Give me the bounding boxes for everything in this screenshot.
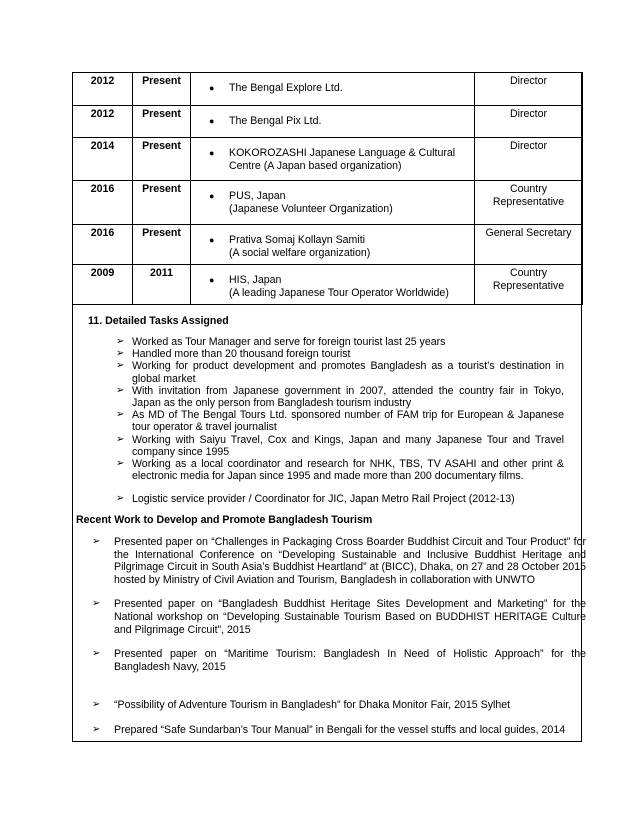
arrow-bullet-icon: ➢ (92, 723, 101, 735)
role-row (73, 73, 583, 106)
organization-line: The Bengal Pix Ltd. (229, 115, 322, 127)
recent-work-item (92, 536, 586, 586)
task-item (116, 458, 564, 482)
organization-line: PUS, Japan (229, 190, 286, 202)
arrow-bullet-icon: ➢ (116, 409, 125, 421)
task-text: As MD of The Bengal Tours Ltd. sponsored number of FAM trip for European & Japanese tour operator & travel journalist (132, 409, 564, 434)
position-line: Country (509, 267, 548, 279)
organization-line: (A leading Japanese Tour Operator Worldwide) (229, 286, 449, 299)
arrow-bullet-icon: ➢ (92, 598, 101, 610)
role-organization (191, 138, 475, 181)
recent-work-text: “Possibility of Adventure Tourism in Bangladesh” for Dhaka Monitor Fair, 2015 Sylhet (114, 699, 511, 712)
organization-line: HIS, Japan (229, 274, 282, 286)
bullet-icon: ● (209, 191, 215, 201)
bullet-icon: ● (209, 235, 215, 245)
position-line: Director (509, 75, 548, 87)
recent-work-item (92, 598, 586, 636)
bullet-icon: ● (209, 116, 215, 126)
task-text: Logistic service provider / Coordinator for JIC, Japan Metro Rail Project (2012-13) (132, 493, 515, 506)
role-row (73, 225, 583, 265)
position-line: Director (509, 140, 548, 152)
arrow-bullet-icon: ➢ (116, 348, 125, 360)
organization-line: Centre (A Japan based organization) (229, 159, 402, 172)
recent-work-item (92, 648, 586, 673)
organization-line: The Bengal Explore Ltd. (229, 82, 343, 94)
organization-line: (Japanese Volunteer Organization) (229, 202, 393, 215)
role-position (475, 265, 583, 305)
role-row (73, 106, 583, 138)
task-text: Working with Saiyu Travel, Cox and Kings, Japan and many Japanese Tour and Travel company since 1995 (132, 433, 564, 458)
arrow-bullet-icon: ➢ (116, 360, 125, 372)
roles-table (72, 72, 583, 305)
position-line: Director (509, 108, 548, 120)
role-position (475, 106, 583, 138)
recent-work-text: Presented paper on “Bangladesh Buddhist Heritage Sites Development and Marketing” for the National workshop on “Developing Sustainable Tourism Based on BUDDHIST HERITAGE Culture and Pilgrimage Circuit”, 2015 (114, 598, 586, 636)
role-from-year: 2014 (73, 138, 133, 181)
role-from-year: 2016 (73, 181, 133, 225)
arrow-bullet-icon: ➢ (116, 384, 125, 396)
bullet-icon: ● (209, 148, 215, 158)
tasks-heading: 11. Detailed Tasks Assigned (88, 315, 229, 327)
position-line: Representative (492, 195, 565, 208)
arrow-bullet-icon: ➢ (92, 648, 101, 660)
arrow-bullet-icon: ➢ (116, 493, 125, 505)
role-to-year: Present (133, 106, 191, 138)
role-organization (191, 73, 475, 106)
recent-work-text: Presented paper on “Challenges in Packaging Cross Boarder Buddhist Circuit and Tour Product” for the International Conference on “Developing Sustainable and Inclusive Buddhist Heritage and Pilgrimage Circuit in South Asia’s Buddhist Heartland” at (BICC), Dhaka, on 27 and 28 October 2015 hosted by Ministry of Civil Aviation and Tourism, Bangladesh in collaboration with UNWTO (114, 536, 586, 586)
role-organization (191, 181, 475, 225)
role-position (475, 225, 583, 265)
role-from-year: 2016 (73, 225, 133, 265)
role-position (475, 73, 583, 106)
organization-line: Prativa Somaj Kollayn Samiti (229, 234, 366, 246)
task-text: Working as a local coordinator and research for NHK, TBS, TV ASAHI and other print & electronic media for Japan since 1995 and made more than 200 documentary films. (132, 458, 564, 483)
position-line: General Secretary (485, 227, 572, 239)
role-position (475, 138, 583, 181)
role-from-year: 2009 (73, 265, 133, 305)
role-to-year: Present (133, 225, 191, 265)
task-item (116, 360, 564, 384)
arrow-bullet-icon: ➢ (116, 336, 125, 347)
role-organization (191, 225, 475, 265)
role-to-year: 2011 (133, 265, 191, 305)
recent-work-list (92, 536, 586, 737)
role-to-year: Present (133, 181, 191, 225)
task-text: With invitation from Japanese government in 2007, attended the country fair in Tokyo, Japan as the only person from Bangladesh tourism industry (132, 384, 564, 410)
role-to-year: Present (133, 138, 191, 181)
recent-work-item (92, 724, 586, 737)
role-row (73, 138, 583, 181)
recent-work-item (92, 699, 586, 712)
recent-work-text: Prepared “Safe Sundarban’s Tour Manual” in Bengali for the vessel stuffs and local guides, 2014 (114, 723, 566, 736)
arrow-bullet-icon: ➢ (92, 699, 101, 711)
task-text: Working for product development and promotes Bangladesh as a tourist’s destination in global market (132, 360, 564, 385)
arrow-bullet-icon: ➢ (92, 536, 101, 547)
role-from-year: 2012 (73, 106, 133, 138)
bullet-icon: ● (209, 83, 215, 93)
position-line: Country (509, 183, 548, 195)
task-text: Worked as Tour Manager and serve for foreign tourist last 25 years (132, 336, 446, 348)
task-item (116, 348, 564, 360)
bullet-icon: ● (209, 275, 215, 285)
role-organization (191, 106, 475, 138)
task-item (116, 385, 564, 409)
organization-line: KOKOROZASHI Japanese Language & Cultural (229, 147, 456, 159)
task-item (116, 493, 564, 505)
task-item (116, 409, 564, 433)
arrow-bullet-icon: ➢ (116, 433, 125, 445)
organization-line: (A social welfare organization) (229, 246, 371, 259)
recent-work-text: Presented paper on “Maritime Tourism: Bangladesh In Need of Holistic Approach” for the Bangladesh Navy, 2015 (114, 648, 586, 673)
role-row (73, 181, 583, 225)
role-from-year: 2012 (73, 73, 133, 106)
role-row (73, 265, 583, 305)
task-item (116, 434, 564, 458)
role-position (475, 181, 583, 225)
tasks-list (116, 336, 564, 506)
role-organization (191, 265, 475, 305)
role-to-year: Present (133, 73, 191, 106)
recent-work-heading: Recent Work to Develop and Promote Bangladesh Tourism (76, 514, 373, 526)
arrow-bullet-icon: ➢ (116, 458, 125, 470)
task-item (116, 336, 564, 348)
task-text: Handled more than 20 thousand foreign tourist (132, 348, 351, 361)
position-line: Representative (492, 279, 565, 292)
